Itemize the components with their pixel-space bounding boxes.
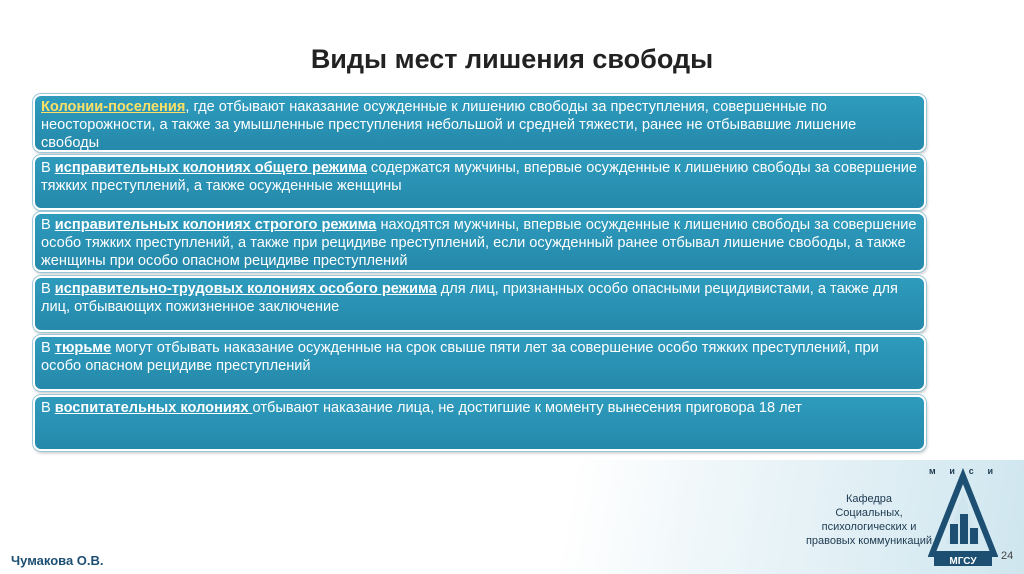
item-box-colony-settlement: [33, 94, 926, 152]
item-highlight: Колонии-поселения: [41, 99, 186, 115]
item-prefix: В: [41, 160, 55, 176]
department-line: Кафедра: [845, 493, 893, 505]
item-text: находятся мужчины, впервые осужденные к лишению свободы за совершение особо тяжких преступлений, а также при рецидиве преступлений, если осужденный ранее отбывал лишение свободы, а также женщины при особо опасном рецидиве преступлений: [41, 217, 917, 269]
logo-letter: и: [987, 466, 993, 476]
item-prefix: В: [41, 340, 55, 356]
item-text: содержатся мужчины, впервые осужденные к лишению свободы за совершение тяжких преступлений, а также осужденные женщины: [41, 160, 918, 194]
item-prefix: В: [41, 217, 55, 233]
logo-letter: с: [968, 466, 974, 476]
item-highlight: тюрьме: [54, 340, 112, 356]
item-box-general-regime: [33, 155, 926, 210]
logo-letter: и: [949, 466, 955, 476]
item-highlight: исправительных колониях строгого режима: [54, 217, 377, 233]
item-text: могут отбывать наказание осужденные на срок свыше пяти лет за совершение особо тяжких преступлений, при особо опасном рецидиве преступлений: [41, 340, 879, 374]
item-highlight: исправительно-трудовых колониях особого режима: [54, 281, 437, 297]
item-text: , где отбывают наказание осужденные к лишению свободы за преступления, совершенные по неосторожности, а также за умышленные преступления небольшой и средней тяжести, ранее не отбывавшие лишение свободы: [41, 99, 857, 151]
item-box-strict-regime: [33, 212, 926, 272]
item-text: отбывают наказание лица, не достигшие к моменту вынесения приговора 18 лет: [252, 400, 802, 416]
item-box-prison: [33, 335, 926, 391]
item-highlight: воспитательных колониях: [54, 400, 253, 416]
logo-letter: м: [929, 466, 936, 476]
item-text: для лиц, признанных особо опасными рецидивистами, а также для лиц, отбывающих пожизненное заключение: [41, 281, 898, 315]
page-number: 24: [1001, 550, 1014, 562]
university-logo-icon: [928, 462, 998, 568]
item-prefix: В: [41, 400, 55, 416]
item-box-educational-colony: [33, 395, 926, 451]
slide-title: Виды мест лишения свободы: [310, 44, 714, 74]
department-line: психологических и: [821, 521, 917, 533]
department-line: правовых коммуникаций: [805, 535, 933, 547]
item-prefix: В: [41, 281, 55, 297]
item-highlight: исправительных колониях общего режима: [54, 160, 367, 176]
department-caption: [790, 492, 948, 548]
department-line: Социальных,: [835, 507, 903, 519]
item-box-special-regime: [33, 276, 926, 332]
author-name: Чумакова О.В.: [11, 553, 104, 568]
logo-text: МГСУ: [949, 556, 977, 567]
